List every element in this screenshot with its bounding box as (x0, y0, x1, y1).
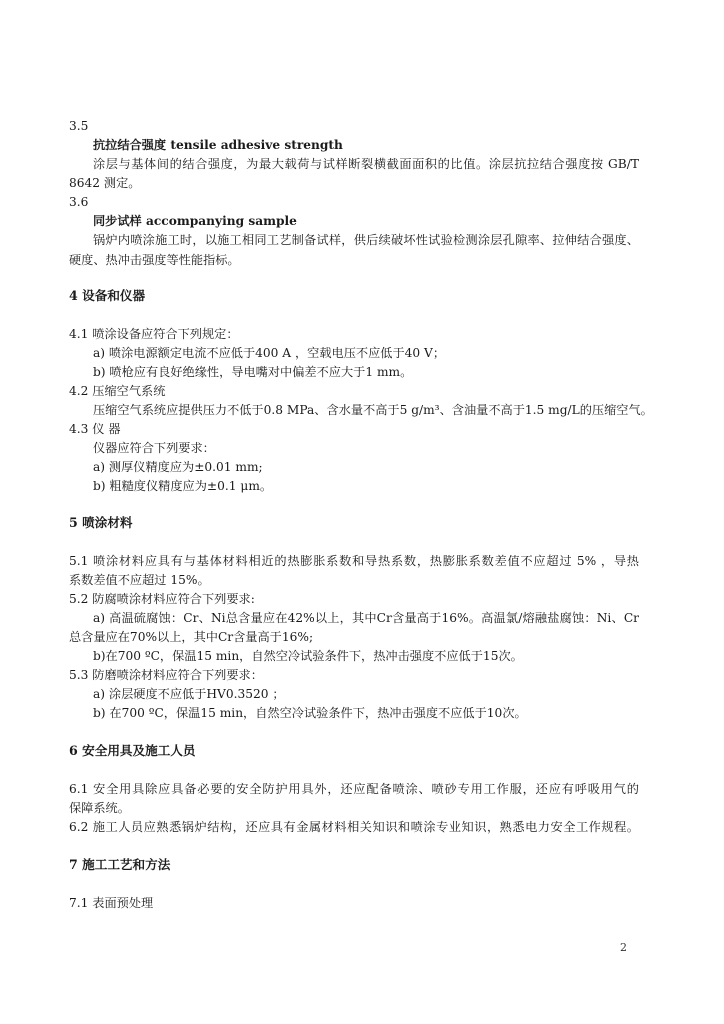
list-item: a) 高温硫腐蚀：Cr、Ni总含量应在42%以上，其中Cr含量高于16%。高温氯/熔融盐腐蚀：Ni、Cr (93, 611, 639, 625)
page-number: 2 (620, 941, 627, 954)
definition-text: 涂层与基体间的结合强度，为最大载荷与试样断裂横截面面积的比值。涂层抗拉结合强度按 GB/T (93, 157, 639, 171)
clause-text: 5.1 喷涂材料应具有与基体材料相近的热膨胀系数和导热系数，热膨胀系数差值不应超过 5% ，导热 (69, 554, 639, 568)
clause-number: 3.5 (69, 119, 89, 133)
definition-text: 8642 测定。 (69, 176, 141, 190)
definition-text: 锅炉内喷涂施工时，以施工相同工艺制备试样，供后续破坏性试验检测涂层孔隙率、拉伸结合强度、 (93, 233, 639, 247)
clause-number: 3.6 (69, 195, 89, 209)
list-item: b) 在700 ºC，保温15 min，自然空冷试验条件下，热冲击强度不应低于10次。 (93, 706, 527, 720)
clause-text: 仪器应符合下列要求： (93, 441, 215, 455)
list-item: a) 涂层硬度不应低于HV0.3520 ； (93, 687, 285, 701)
clause-text: 6.2 施工人员应熟悉锅炉结构，还应具有金属材料相关知识和喷涂专业知识，熟悉电力安全工作规程。 (69, 820, 639, 834)
list-item: a) 测厚仪精度应为±0.01 mm; (93, 460, 263, 474)
clause-text: 4.1 喷涂设备应符合下列规定： (69, 327, 239, 341)
section-heading: 7 施工工艺和方法 (69, 857, 171, 872)
clause-text: 5.2 防腐喷涂材料应符合下列要求: (69, 592, 255, 606)
term-heading: 抗拉结合强度 tensile adhesive strength (93, 138, 343, 152)
clause-text: 系数差值不应超过 15%。 (69, 573, 210, 587)
list-item: b)在700 ºC，保温15 min，自然空冷试验条件下，热冲击强度不应低于15次。 (93, 649, 523, 663)
term-heading: 同步试样 accompanying sample (93, 214, 297, 228)
list-item: 总含量应在70%以上，其中Cr含量高于16%; (69, 630, 314, 644)
clause-text: 6.1 安全用具除应具备必要的安全防护用具外，还应配备喷涂、喷砂专用工作服，还应有呼吸用气的 (69, 782, 639, 796)
clause-text: 5.3 防磨喷涂材料应符合下列要求： (69, 668, 263, 682)
clause-text: 压缩空气系统应提供压力不低于0.8 MPa、含水量不高于5 g/m³、含油量不高于1.5 mg/L的压缩空气。 (93, 403, 653, 417)
list-item: b) 喷枪应有良好绝缘性，导电嘴对中偏差不应大于1 mm。 (93, 365, 413, 379)
clause-text: 保障系统。 (69, 801, 130, 815)
list-item: a) 喷涂电源额定电流不应低于400 A ，空载电压不应低于40 V； (93, 346, 446, 360)
clause-text: 7.1 表面预处理 (69, 896, 154, 910)
list-item: b) 粗糙度仪精度应为±0.1 μm。 (93, 479, 273, 493)
definition-text: 硬度、热冲击强度等性能指标。 (69, 253, 240, 267)
section-heading: 4 设备和仪器 (69, 288, 146, 303)
clause-text: 4.2 压缩空气系统 (69, 384, 166, 398)
section-heading: 6 安全用具及施工人员 (69, 743, 196, 758)
clause-text: 4.3 仪 器 (69, 422, 121, 436)
section-heading: 5 喷涂材料 (69, 515, 133, 530)
